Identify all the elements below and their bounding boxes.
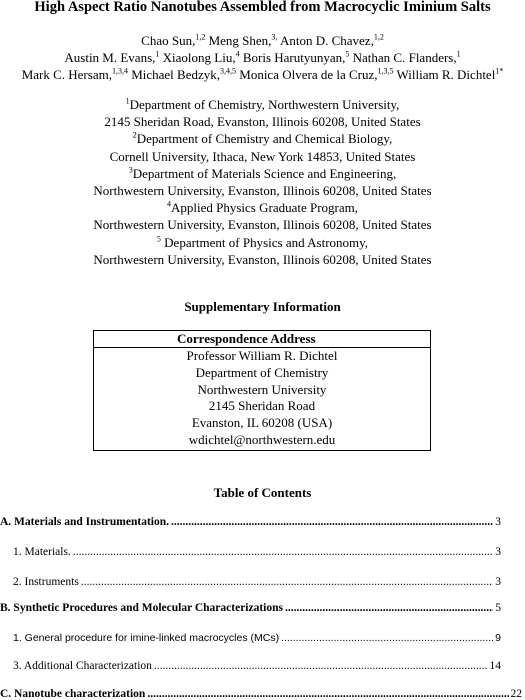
toc-entry-page: 3 [495, 516, 501, 528]
affiliation-4: $^4$Applied Physics Graduate Program, Northwestern University, Evanston, Illinois 60208, United States [93, 199, 432, 233]
toc-heading: Table of Contents [213, 485, 312, 500]
author-affiliation-marker: 1* [495, 66, 504, 76]
correspondence-line: Department of Chemistry [195, 364, 329, 380]
author-name: Michael Bedzyk, [127, 67, 221, 82]
correspondence-email-link[interactable]: wdichtel@northwestern.edu [188, 431, 336, 447]
author-name: William R. Dichtel [393, 67, 496, 82]
author-name: Austin M. Evans, [64, 50, 156, 65]
author-name: Meng Shen, [205, 33, 272, 48]
author-affiliation-marker: 1 [456, 49, 461, 59]
toc-entry-b1[interactable] [13, 632, 501, 644]
toc-entry-a2[interactable] [13, 576, 501, 588]
toc-leader-dots [73, 546, 493, 558]
author-name: Anton D. Chavez, [277, 33, 374, 48]
correspondence-header: Correspondence Address [94, 331, 431, 348]
toc-entry-c[interactable] [0, 688, 522, 700]
author-affiliation-marker: 3,4,5 [220, 66, 237, 76]
toc-entry-label: 1. Materials. [13, 546, 71, 558]
toc-entry-page: 3 [495, 546, 501, 558]
toc-entry-page: 22 [510, 688, 522, 700]
author-affiliation-marker: 4 [235, 49, 240, 59]
toc-leader-dots [147, 688, 508, 700]
toc-entry-label: A. Materials and Instrumentation. [0, 516, 169, 528]
correspondence-address [94, 348, 431, 451]
toc-entry-a[interactable] [0, 516, 501, 528]
author-name: Boris Harutyunyan, [239, 50, 346, 65]
toc-leader-dots [81, 576, 493, 588]
author-name: Chao Sun, [141, 33, 196, 48]
toc-entry-page: 9 [495, 632, 501, 644]
author-name: Monica Olvera de la Cruz, [236, 67, 378, 82]
author-affiliation-marker: 5 [345, 49, 350, 59]
author-name: Xiaolong Liu, [159, 50, 236, 65]
toc-entry-page: 14 [489, 660, 501, 672]
toc-entry-label: 2. Instruments [13, 576, 79, 588]
affiliation-list [0, 96, 525, 268]
author-affiliation-marker: 3, [271, 32, 278, 42]
affiliation-5: $^5$ Department of Physics and Astronomy, Northwestern University, Evanston, Illinois 60208, United States [93, 234, 432, 267]
author-name: Mark C. Hersam, [21, 67, 112, 82]
correspondence-line: Professor William R. Dichtel [186, 348, 338, 363]
author-line-2 [0, 49, 525, 66]
author-list [0, 32, 525, 83]
toc-leader-dots [285, 602, 493, 614]
author-affiliation-marker: 1,2 [195, 32, 206, 42]
affiliation-1: $^1$Department of Chemistry, Northwestern University, 2145 Sheridan Road, Evanston, Illinois 60208, United States [104, 96, 421, 130]
toc-leader-dots [171, 516, 493, 528]
author-name: Nathan C. Flanders, [349, 50, 457, 65]
toc-leader-dots [281, 632, 493, 644]
correspondence-table [93, 330, 431, 451]
toc-entry-b[interactable] [0, 602, 501, 614]
toc-entry-label: C. Nanotube characterization [0, 688, 146, 700]
toc-leader-dots [154, 660, 488, 672]
toc-entry-label: 3. Additional Characterization [13, 660, 152, 672]
correspondence-line: Evanston, IL 60208 (USA) [191, 415, 333, 431]
author-line-3 [0, 66, 525, 83]
author-affiliation-marker: 1,2 [373, 32, 384, 42]
affiliation-3: $^3$Department of Materials Science and Engineering, Northwestern University, Evanston, Illinois 60208, United States [93, 165, 432, 199]
correspondence-line: Northwestern University [197, 381, 327, 397]
toc-entry-page: 3 [495, 576, 501, 588]
toc-entry-label: 1. General procedure for imine-linked macrocycles (MCs) [13, 632, 280, 644]
toc-entry-label: B. Synthetic Procedures and Molecular Characterizations [0, 602, 283, 614]
supplementary-heading: Supplementary Information [184, 299, 341, 314]
toc-entry-b3[interactable] [13, 660, 501, 672]
author-affiliation-marker: 1,3,4 [111, 66, 128, 76]
paper-title: High Aspect Ratio Nanotubes Assembled from Macrocyclic Iminium Salts [34, 0, 491, 15]
toc-entry-page: 5 [495, 602, 501, 614]
toc-entry-a1[interactable] [13, 546, 501, 558]
author-affiliation-marker: 1 [155, 49, 160, 59]
correspondence-line: 2145 Sheridan Road [208, 398, 316, 414]
author-affiliation-marker: 1,3,5 [377, 66, 394, 76]
affiliation-2: $^2$Department of Chemistry and Chemical Biology, Cornell University, Ithaca, New York 14853, United States [109, 131, 416, 164]
author-line-1 [0, 32, 525, 49]
